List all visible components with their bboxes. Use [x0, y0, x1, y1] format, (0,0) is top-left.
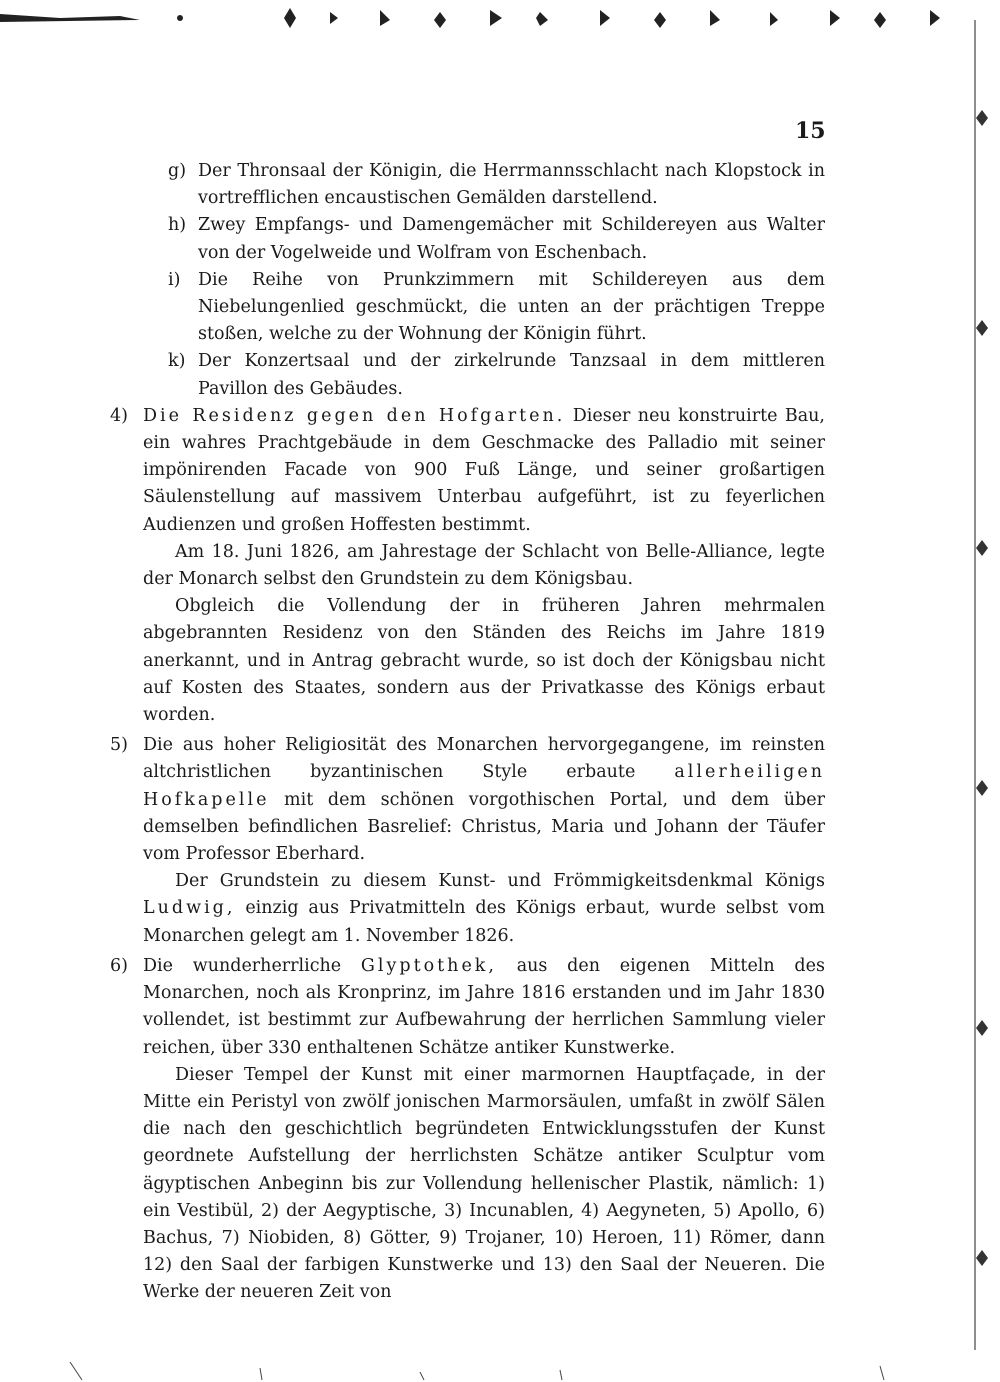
- body-text: [105, 158, 825, 1307]
- paragraph-text: Der Grundstein zu diesem Kunst- und Frömmigkeitsdenkmal Königs: [175, 871, 825, 892]
- item-text: Der Thronsaal der Königin, die Herrmannsschlacht nach Klopstock in vortrefflichen encaustischen Gemälden darstellend.: [198, 161, 825, 209]
- paragraph: Am 18. Juni 1826, am Jahrestage der Schlacht von Belle-Alliance, legte der Monarch selbst den Grundstein zu dem Königsbau.: [143, 541, 825, 590]
- item-text: Die aus hoher Religiosität des Monarchen hervorgegangene, im reinsten altchristlichen byzantinischen Style erbaute: [143, 735, 825, 783]
- item-label: 6): [110, 955, 128, 976]
- emphasized-term: Ludwig,: [143, 898, 236, 919]
- item-text: Die wunderherrliche: [143, 955, 342, 976]
- item-text: aus den eigenen Mitteln des Monarchen, noch als Kronprinz, im Jahre 1816 erstanden und im Jahr 1830 vollendet, ist bestimmt zur Aufbewahrung der herrlichen Sammlung vieler reichen, über 330 enthaltenen Schätze antiker Kunstwerke.: [143, 955, 825, 1058]
- list-item-h: [105, 212, 825, 266]
- item-label: 5): [110, 735, 128, 756]
- decorative-border-top: [0, 0, 1000, 40]
- list-item-4: [105, 403, 825, 539]
- list-item-g: [105, 158, 825, 212]
- paragraph-text: einzig aus Privatmitteln des Königs erbaut, wurde selbst vom Monarchen gelegt am 1. November 1826.: [143, 898, 825, 946]
- decorative-border-right: [960, 20, 1000, 1350]
- item-text: Dieser neu konstruirte Bau, ein wahres Prachtgebäude in dem Geschmacke des Palladio mit seiner impönirenden Facade von 900 Fuß Länge, und seiner großartigen Säulenstellung auf massivem Unterbau aufgeführt, ist zu feyerlichen Audienzen und großen Hoffesten bestimmt.: [143, 405, 825, 535]
- item-label: g): [168, 161, 187, 181]
- item-label: k): [168, 351, 186, 372]
- list-item-i: [105, 267, 825, 349]
- section-heading: Die Residenz gegen den Hofgarten.: [143, 405, 566, 426]
- decorative-border-bottom: [0, 1342, 1000, 1382]
- item-label: 4): [110, 405, 128, 426]
- emphasized-term: Glyptothek,: [360, 955, 497, 976]
- paragraph: Obgleich die Vollendung der in früheren Jahren mehrmalen abgebrannten Residenz von den Ständen des Reichs im Jahre 1819 anerkannt, und in Antrag gebracht wurde, so ist doch der Königsbau nicht auf Kosten des Staates, sondern aus der Privatkasse des Königs erbaut worden.: [143, 596, 825, 726]
- item-text: Die Reihe von Prunkzimmern mit Schildereyen aus dem Niebelungenlied geschmückt, die unten an der prächtigen Treppe stoßen, welche zu der Wohnung der Königin führt.: [198, 269, 825, 345]
- emphasized-term: allerheiligen Hofkapelle: [143, 762, 825, 810]
- paragraph: [105, 868, 825, 950]
- item-text: mit dem schönen vorgothischen Portal, und dem über demselben befindlichen Basrelief: Christus, Maria und Johann der Täufer vom Professor Eberhard.: [143, 789, 825, 865]
- page-number: 15: [795, 118, 826, 144]
- item-text: Der Konzertsaal und der zirkelrunde Tanzsaal in dem mittleren Pavillon des Gebäudes.: [198, 351, 825, 399]
- item-label: i): [168, 269, 181, 290]
- list-item-5: [105, 732, 825, 868]
- item-label: h): [168, 215, 187, 236]
- item-text: Zwey Empfangs- und Damengemächer mit Schildereyen aus Walter von der Vogelweide und Wolfram von Eschenbach.: [198, 215, 825, 263]
- paragraph: Dieser Tempel der Kunst mit einer marmornen Hauptfaçade, in der Mitte ein Peristyl von zwölf jonischen Marmorsäulen, umfaßt in zwölf Sälen die nach den geschichtlich begründeten Entwicklungsstufen der Kunst geordnete Aufstellung der herrlichsten Schätze antiker Sculptur vom ägyptischen Anbeginn bis zur Vollendung hellenischer Plastik, nämlich: 1) ein Vestibül, 2) der Aegyptische, 3) Incunablen, 4) Aegyneten, 5) Apollo, 6) Bachus, 7) Niobiden, 8) Götter, 9) Trojaner, 10) Heroen, 11) Römer, dann 12) den Saal der farbigen Kunstwerke und 13) den Saal der Neueren. Die Werke der neueren Zeit von: [143, 1064, 825, 1303]
- list-item-k: [105, 348, 825, 402]
- list-item-6: [105, 953, 825, 1062]
